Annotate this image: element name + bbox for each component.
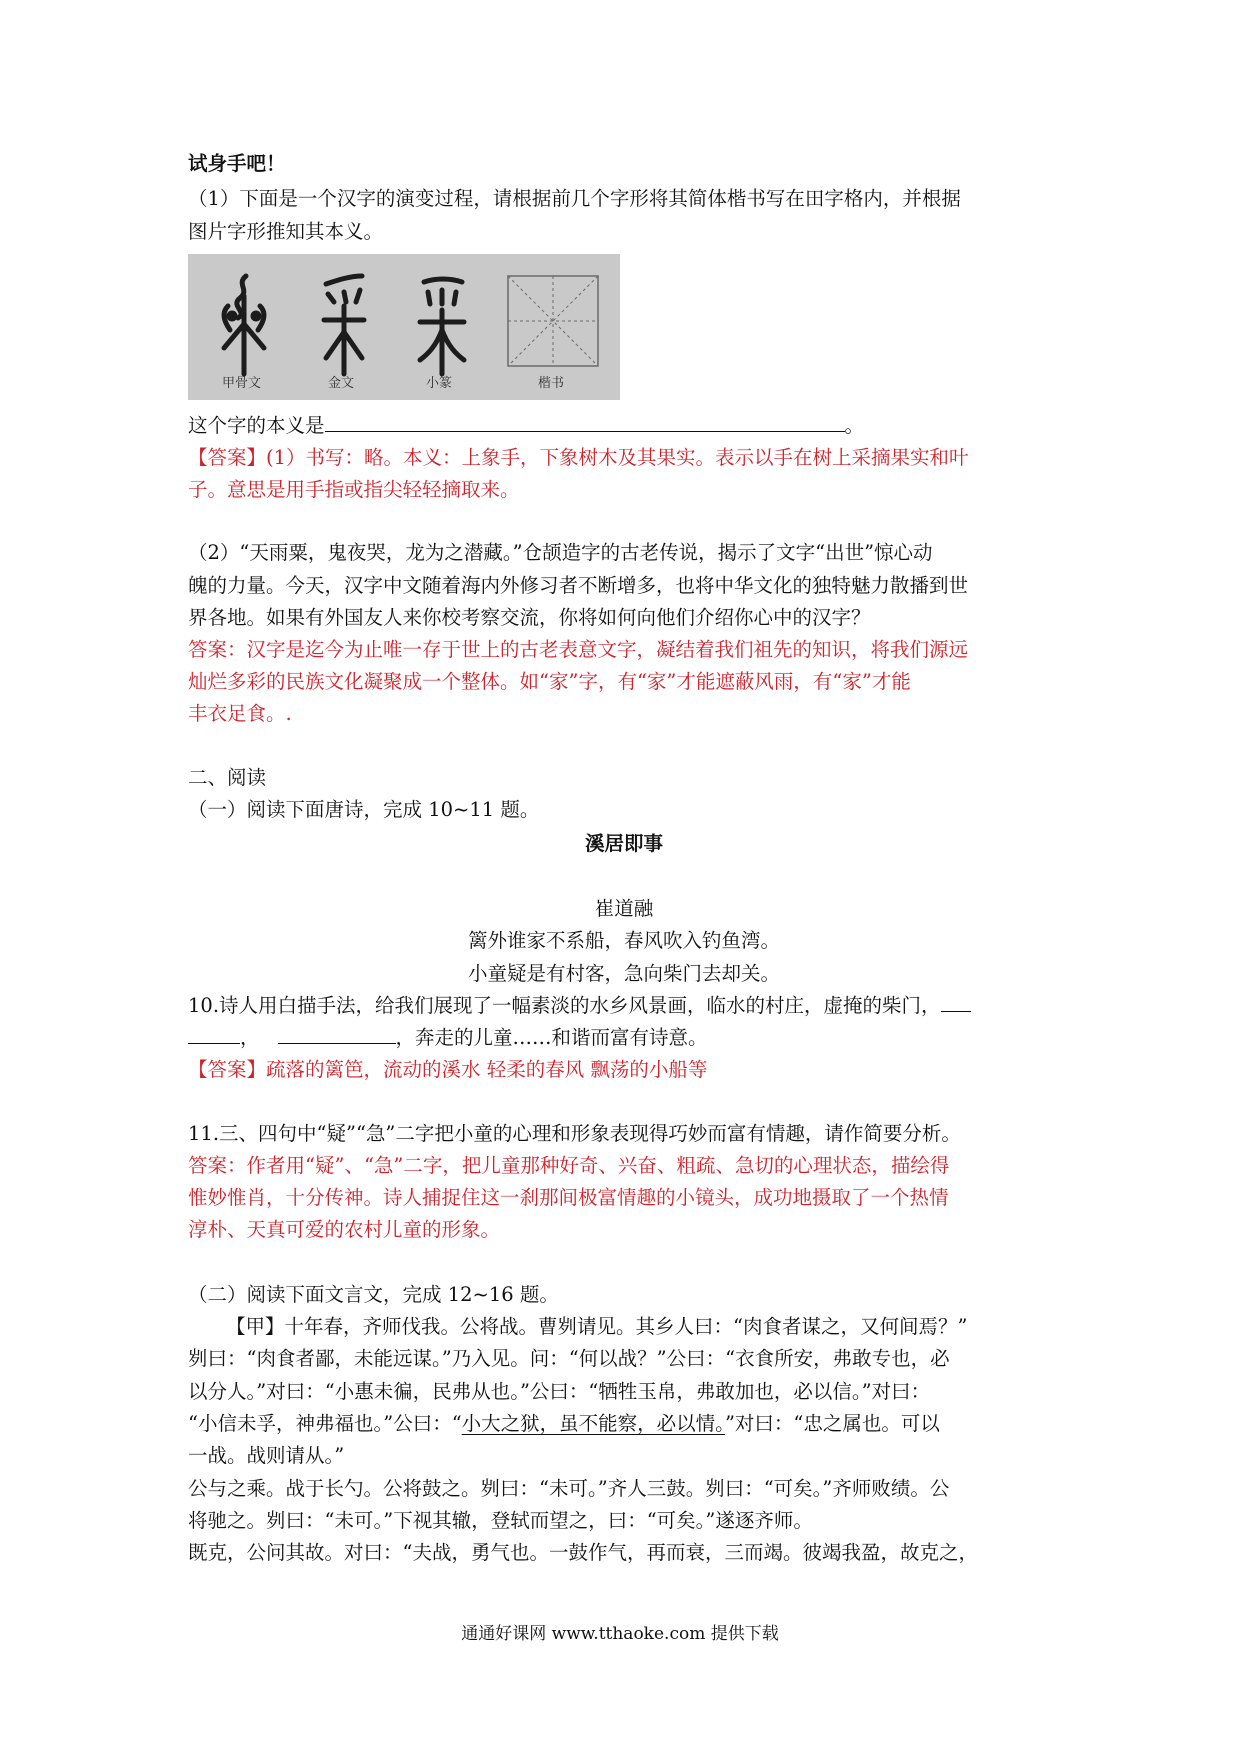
label-bronze: 金文 bbox=[328, 376, 355, 391]
answer-11-cont: 惟妙惟肖，十分传神。诗人捕捉住这一刹那间极富情趣的小镜头，成功地摄取了一个热情 bbox=[188, 1186, 949, 1209]
oracle-bone-glyph bbox=[224, 276, 264, 374]
poem-author: 崔道融 bbox=[594, 897, 654, 920]
tianzige-grid bbox=[508, 276, 598, 366]
classical-text-line-6: 公与之乘。战于长勺。公将鼓之。刿曰：“未可。”齐人三鼓。刿曰：“可矣。”齐师败绩。公 bbox=[188, 1477, 950, 1500]
section-heading: 试身手吧！ bbox=[188, 152, 286, 175]
classical-text-line-1: 【甲】十年春，齐师伐我。公将战。曹刿请见。其乡人曰：“肉食者谋之，又何间焉？” bbox=[226, 1315, 968, 1338]
question-10-cont bbox=[188, 1024, 708, 1052]
question-1-text: （1）下面是一个汉字的演变过程，请根据前几个字形将其简体楷书写在田字格内，并根据 bbox=[188, 187, 961, 210]
answer-1-cont: 子。意思是用手指或指尖轻轻摘取来。 bbox=[188, 478, 520, 501]
fill-in-blank-line bbox=[188, 412, 864, 440]
question-10-text-end: ，奔走的儿童……和谐而富有诗意。 bbox=[395, 1026, 708, 1049]
label-oracle: 甲骨文 bbox=[222, 376, 262, 391]
page-footer: 通通好课网 www.tthaoke.com 提供下载 bbox=[461, 1624, 779, 1644]
label-small-seal: 小篆 bbox=[426, 376, 453, 391]
bronze-glyph bbox=[324, 276, 364, 374]
label-regular-script: 楷书 bbox=[538, 376, 565, 391]
poem-title: 溪居即事 bbox=[584, 832, 663, 855]
answer-11: 答案：作者用“疑”、“急”二字，把儿童那种好奇、兴奋、粗疏、急切的心理状态，描绘得 bbox=[188, 1154, 950, 1177]
part-2-intro: （二）阅读下面文言文，完成 12~16 题。 bbox=[188, 1283, 559, 1306]
question-10-text: 10.诗人用白描手法，给我们展现了一幅素淡的水乡风景画，临水的村庄，虚掩的柴门， bbox=[188, 994, 941, 1017]
answer-blank-10a-start[interactable] bbox=[941, 993, 971, 1012]
question-2-text-2: 魄的力量。今天，汉字中文随着海内外修习者不断增多，也将中华文化的独特魅力散播到世 bbox=[188, 574, 969, 597]
character-evolution-figure bbox=[188, 254, 620, 400]
classical-text-line-3: 以分人。”对曰：“小惠未徧，民弗从也。”公曰：“牺牲玉帛，弗敢加也，必以信。”对曰： bbox=[188, 1380, 931, 1403]
small-seal-glyph bbox=[420, 279, 464, 374]
underlined-sentence: 小大之狱，虽不能察，必以情。 bbox=[461, 1412, 725, 1435]
classical-text-line-8: 既克，公问其故。对曰：“夫战，勇气也。一鼓作气，再而衰，三而竭。彼竭我盈，故克之， bbox=[188, 1541, 978, 1564]
question-2-text-3: 界各地。如果有外国友人来你校考察交流，你将如何向他们介绍你心中的汉字？ bbox=[188, 606, 871, 629]
question-11: 11.三、四句中“疑”“急”二字把小童的心理和形象表现得巧妙而富有情趣，请作简要分析。 bbox=[188, 1122, 961, 1145]
classical-text-line-4-end: ”对曰：“忠之属也。可以 bbox=[724, 1412, 940, 1435]
answer-blank-10a[interactable] bbox=[188, 1025, 240, 1044]
reading-section-title: 二、阅读 bbox=[188, 766, 267, 789]
answer-2: 答案：汉字是迄今为止唯一存于世上的古老表意文字，凝结着我们祖先的知识，将我们源远 bbox=[188, 638, 969, 661]
question-1-text-cont: 图片字形推知其本义。 bbox=[188, 220, 384, 243]
question-2-text: （2）“天雨粟，鬼夜哭，龙为之潜藏。”仓颉造字的古老传说，揭示了文字“出世”惊心动 bbox=[188, 541, 933, 564]
classical-text-line-7: 将驰之。刿曰：“未可。”下视其辙，登轼而望之，曰：“可矣。”遂逐齐师。 bbox=[188, 1509, 813, 1532]
classical-text-line-4-start: “小信未孚，神弗福也。”公曰：“ bbox=[188, 1412, 462, 1435]
answer-2-cont-2: 丰衣足食。. bbox=[188, 702, 292, 725]
answer-10: 【答案】疏落的篱笆，流动的溪水 轻柔的春风 飘荡的小船等 bbox=[188, 1058, 708, 1081]
question-10 bbox=[188, 992, 971, 1020]
fill-suffix: 。 bbox=[844, 414, 865, 437]
part-1-intro: （一）阅读下面唐诗，完成 10~11 题。 bbox=[188, 798, 540, 821]
poem-line-1: 篱外谁家不系船，春风吹入钓鱼湾。 bbox=[467, 929, 780, 952]
classical-text-line-5: 一战。战则请从。” bbox=[188, 1444, 345, 1467]
answer-1: 【答案】(1）书写：略。本义：上象手，下象树木及其果实。表示以手在树上采摘果实和叶 bbox=[188, 446, 969, 469]
fill-prefix: 这个字的本义是 bbox=[188, 414, 325, 437]
answer-2-cont: 灿烂多彩的民族文化凝聚成一个整体。如“家”字，有“家”才能遮蔽风雨，有“家”才能 bbox=[188, 670, 911, 693]
classical-text-line-4 bbox=[188, 1410, 940, 1438]
classical-text-line-2: 刿曰：“肉食者鄙，未能远谋。”乃入见。问：“何以战？”公曰：“衣食所安，弗敢专也，必 bbox=[188, 1347, 950, 1370]
question-10-sep: ， bbox=[240, 1026, 260, 1049]
answer-blank-10b[interactable] bbox=[278, 1025, 396, 1044]
answer-11-cont-2: 淳朴、天真可爱的农村儿童的形象。 bbox=[188, 1218, 501, 1241]
poem-line-2: 小童疑是有村客，急向柴门去却关。 bbox=[467, 962, 780, 985]
answer-blank[interactable] bbox=[325, 413, 845, 432]
